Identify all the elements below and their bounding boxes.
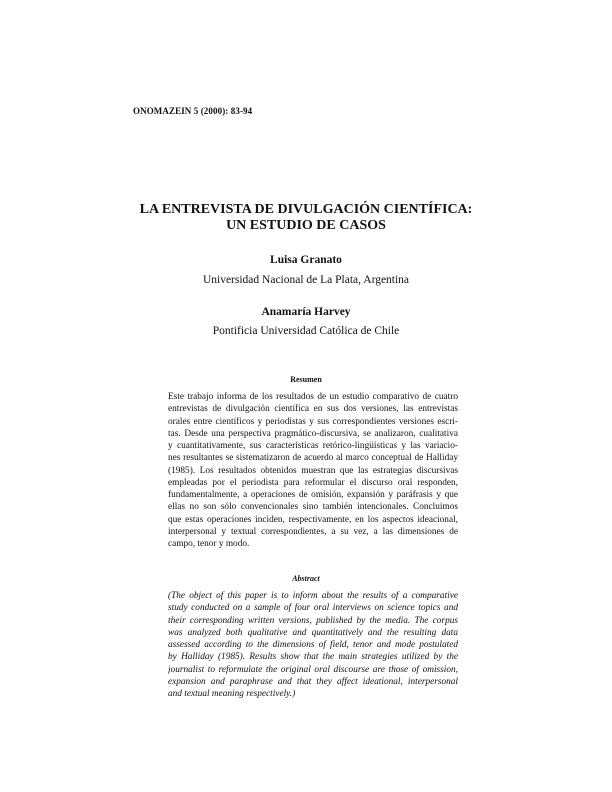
abstract-line: by Halliday (1985). Results show that the main strategies utilized by the	[168, 652, 458, 663]
author-name: Anamaría Harvey	[261, 306, 351, 318]
resumen-line: tas. Desde una perspectiva pragmático-discursiva, se analizaron, cualitativa	[168, 428, 458, 439]
abstract-line: study conducted on a sample of four oral interviews on science topics and	[168, 603, 458, 614]
title-line: LA ENTREVISTA DE DIVULGACIÓN CIENTÍFICA:	[139, 202, 473, 217]
abstract-heading: Abstract	[292, 574, 320, 583]
resumen-line: nes resultantes se sistematizaron de acuerdo al marco conceptual de Halliday	[168, 453, 458, 464]
resumen-line: empleadas por el periodista para reformular el discurso oral responden,	[168, 477, 458, 488]
resumen-line: entrevistas de divulgación científica en sus dos versiones, las entrevistas	[168, 404, 458, 415]
resumen-line: (1985). Los resultados obtenidos muestran que las estrategias discursivas	[168, 465, 458, 476]
resumen-line: ellas no son sólo convencionales sino también intencionales. Concluimos	[168, 502, 458, 513]
abstract-line: and textual meaning respectively.)	[168, 689, 296, 699]
abstract-line: journalist to reformulate the original oral discourse are those of omission,	[168, 664, 458, 675]
abstract-line: their corresponding written versions, published by the media. The corpus	[168, 615, 458, 626]
resumen-line: y cuantitativamente, sus características retórico-lingüísticas y las variacio-	[168, 441, 458, 451]
resumen-line: interpersonal y textual correspondientes, a su vez, a las dimensiones de	[168, 526, 458, 537]
resumen-line: que estas operaciones inciden, respectivamente, en los aspectos ideacional,	[168, 514, 458, 525]
resumen-line: campo, tenor y modo.	[168, 539, 250, 549]
author-affiliation: Universidad Nacional de La Plata, Argentina	[202, 274, 410, 286]
resumen-line: fundamentalmente, a operaciones de omisión, expansión y paráfrasis y que	[168, 490, 458, 500]
resumen-heading: Resumen	[290, 375, 322, 384]
abstract-line: expansion and paraphrase and that they affect ideational, interpersonal	[168, 676, 458, 687]
abstract-paragraph	[168, 590, 458, 700]
title-line: UN ESTUDIO DE CASOS	[226, 218, 386, 233]
abstract-line: assessed according to the dimensions of field, tenor and mode postulated	[168, 640, 458, 650]
journal-reference: ONOMAZEIN 5 (2000): 83-94	[133, 106, 253, 116]
resumen-paragraph	[168, 391, 458, 550]
paper-title	[120, 202, 492, 234]
abstract-line: was analyzed both qualitative and quantitatively and the resulting data	[168, 627, 458, 638]
resumen-line: Este trabajo informa de los resultados de un estudio comparativo de cuatro	[168, 392, 458, 402]
resumen-line: orales entre científicos y periodistas y sus correspondientes versiones escri-	[168, 416, 458, 427]
abstract-line: (The object of this paper is to inform about the results of a comparative	[168, 591, 458, 601]
author-affiliation: Pontificia Universidad Católica de Chile	[212, 325, 400, 337]
author-name: Luisa Granato	[270, 254, 342, 266]
